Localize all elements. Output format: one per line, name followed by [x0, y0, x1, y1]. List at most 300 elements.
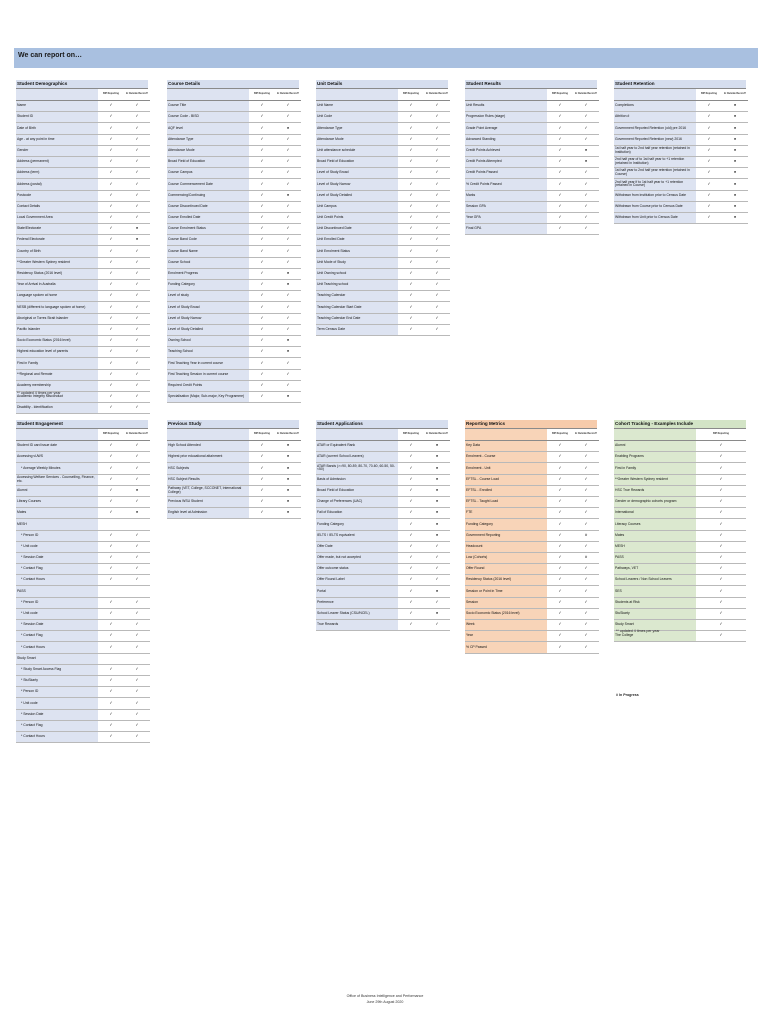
outside-mark: ✓ — [573, 586, 599, 597]
row-label: School Leaver Status (CSU/NCEL) — [316, 608, 398, 619]
row-label: Course Title — [167, 101, 249, 112]
row-label: MESH — [16, 519, 98, 530]
bip-mark: ✓ — [98, 441, 124, 452]
panel-table — [614, 89, 748, 224]
row-label: Low (Cohorts) — [465, 552, 547, 563]
row-label: High School Attended — [167, 441, 249, 452]
table-row — [465, 586, 599, 597]
row-label: HSC True Rewards — [614, 485, 696, 496]
outside-mark: ● — [722, 201, 748, 212]
row-label: Mates — [16, 508, 98, 519]
panel-table — [167, 89, 301, 403]
table-row — [16, 564, 150, 575]
row-label: 2nd half year of to 1st half year to +1 retention (retained in Institution) — [614, 156, 696, 167]
panel-table — [316, 89, 450, 336]
table-row — [614, 145, 748, 156]
outside-mark: ✓ — [424, 246, 450, 257]
bip-mark: ✓ — [398, 496, 424, 507]
outside-mark: ✓ — [573, 212, 599, 223]
bip-mark — [98, 653, 124, 664]
table-row — [16, 369, 150, 380]
bip-mark: ✓ — [249, 101, 275, 112]
outside-mark: ● — [424, 608, 450, 619]
row-label: EFTSL - Taught Load — [465, 496, 547, 507]
table-row — [465, 463, 599, 474]
outside-mark: ✓ — [424, 212, 450, 223]
outside-mark: ● — [722, 168, 748, 179]
header-outside-record: In Outside Record? — [424, 89, 450, 101]
bip-mark: ✓ — [98, 597, 124, 608]
header-blank — [316, 429, 398, 441]
column-header-row — [465, 89, 599, 101]
outside-mark: ✓ — [424, 268, 450, 279]
bip-mark: ✓ — [98, 335, 124, 346]
outside-mark: ✓ — [124, 268, 150, 279]
table-row — [16, 687, 150, 698]
footer-office: Office of Business Intelligence and Performance — [346, 994, 424, 998]
bip-mark: ✓ — [398, 190, 424, 201]
table-row — [16, 709, 150, 720]
panel-table — [16, 429, 150, 743]
table-row — [167, 134, 301, 145]
row-label: Language spoken at home — [16, 291, 98, 302]
table-row — [614, 201, 748, 212]
bip-mark: ✓ — [547, 586, 573, 597]
row-label: Pathways, VET — [614, 564, 696, 575]
outside-mark: ✓ — [124, 575, 150, 586]
bip-mark: ✓ — [547, 168, 573, 179]
table-row — [316, 552, 450, 563]
header-bip-reporting: BIP Reporting — [249, 89, 275, 101]
row-label: Teaching School — [167, 347, 249, 358]
column-header-row — [16, 429, 150, 441]
outside-mark: ✓ — [573, 575, 599, 586]
outside-mark: ● — [424, 586, 450, 597]
bip-mark: ✓ — [249, 335, 275, 346]
outside-mark: ✓ — [573, 508, 599, 519]
bip-mark: ✓ — [696, 474, 746, 485]
bip-mark: ✓ — [98, 675, 124, 686]
bip-mark: ✓ — [398, 485, 424, 496]
bip-mark: ✓ — [398, 224, 424, 235]
table-row — [316, 224, 450, 235]
table-row — [16, 313, 150, 324]
table-row — [167, 224, 301, 235]
panel-table — [16, 89, 150, 414]
bip-mark: ✓ — [696, 631, 746, 642]
row-label: Unit Mode of Study — [316, 257, 398, 268]
row-label: Study Smart — [16, 653, 98, 664]
row-label: Highest prior educational attainment — [167, 452, 249, 463]
row-label: * Average Weekly Minutes — [16, 463, 98, 474]
bip-mark: ✓ — [249, 201, 275, 212]
row-label: Unit Campus — [316, 201, 398, 212]
header-bip-reporting: BIP Reporting — [398, 89, 424, 101]
table-row — [167, 112, 301, 123]
outside-mark: ✓ — [124, 463, 150, 474]
table-row — [465, 631, 599, 642]
header-blank — [167, 89, 249, 101]
panel-student-retention — [614, 80, 746, 224]
table-row — [316, 564, 450, 575]
outside-mark: ✓ — [424, 620, 450, 631]
table-row — [614, 552, 746, 563]
row-label: Year of Arrival in Australia — [16, 280, 98, 291]
row-label: School Leavers / Non School Leavers — [614, 575, 696, 586]
outside-mark: ✓ — [275, 369, 301, 380]
row-label: Unit Results — [465, 101, 547, 112]
outside-mark: ● — [124, 235, 150, 246]
bip-mark: ✓ — [98, 664, 124, 675]
outside-mark: ✓ — [573, 463, 599, 474]
row-label: Progression Rules (stage) — [465, 112, 547, 123]
row-label: Grade Point Average — [465, 123, 547, 134]
row-label: Alumni — [16, 485, 98, 496]
outside-mark: ● — [722, 156, 748, 167]
row-label: FTE — [465, 508, 547, 519]
table-row — [465, 620, 599, 631]
bip-mark: ✓ — [398, 246, 424, 257]
bip-mark: ✓ — [249, 179, 275, 190]
cohort-footnote: ** updated 4 times per year — [616, 629, 660, 633]
row-label: * Session Date — [16, 620, 98, 631]
row-label: Session GPA — [465, 201, 547, 212]
outside-mark: ✓ — [275, 380, 301, 391]
outside-mark: ✓ — [124, 687, 150, 698]
table-row — [614, 564, 746, 575]
table-row — [16, 485, 150, 496]
panel-cohort-tracking — [614, 420, 746, 642]
bip-mark: ✓ — [398, 620, 424, 631]
table-row — [16, 597, 150, 608]
table-row — [465, 508, 599, 519]
outside-mark: ✓ — [124, 212, 150, 223]
row-label: Government Reported Retention (new) 2016 — [614, 134, 696, 145]
column-header-row — [167, 89, 301, 101]
table-row — [167, 347, 301, 358]
outside-mark: ✓ — [573, 201, 599, 212]
row-label: Enrolment - Unit — [465, 463, 547, 474]
row-label: Level of Study Detailed — [167, 324, 249, 335]
column-header-row — [614, 429, 746, 441]
row-label: Gender or demographic cohorts program — [614, 496, 696, 507]
banner-title: We can report on… — [18, 52, 83, 59]
table-row — [316, 313, 450, 324]
row-label: PASS — [16, 586, 98, 597]
table-row — [316, 485, 450, 496]
row-label: Socio Economic Status (2016 level) — [16, 335, 98, 346]
row-label: Portal — [316, 586, 398, 597]
bip-mark: ✓ — [249, 496, 275, 507]
panel-student-results — [465, 80, 597, 235]
bip-mark: ✓ — [547, 608, 573, 619]
outside-mark: ● — [722, 134, 748, 145]
header-blank — [465, 89, 547, 101]
bip-mark: ✓ — [696, 508, 746, 519]
table-row — [167, 485, 301, 496]
table-row — [465, 642, 599, 653]
bip-mark: ✓ — [398, 302, 424, 313]
table-row — [614, 485, 746, 496]
row-label: Course Code - BISD — [167, 112, 249, 123]
bip-mark: ✓ — [98, 201, 124, 212]
table-row — [465, 608, 599, 619]
outside-mark: ● — [275, 190, 301, 201]
table-row — [316, 123, 450, 134]
column-header-row — [316, 89, 450, 101]
bip-mark: ✓ — [547, 552, 573, 563]
table-row — [316, 246, 450, 257]
table-row — [316, 586, 450, 597]
table-row — [614, 134, 748, 145]
outside-mark: ✓ — [124, 452, 150, 463]
header-blank — [465, 429, 547, 441]
bip-mark: ✓ — [398, 101, 424, 112]
row-label: Headcount — [465, 541, 547, 552]
outside-mark: ✓ — [275, 101, 301, 112]
table-row — [465, 441, 599, 452]
outside-mark: ✓ — [424, 564, 450, 575]
bip-mark: ✓ — [98, 101, 124, 112]
row-label: * Person ID — [16, 530, 98, 541]
table-row — [465, 564, 599, 575]
bip-mark: ✓ — [696, 134, 722, 145]
bip-mark: ✓ — [398, 508, 424, 519]
outside-mark: ✓ — [424, 168, 450, 179]
bip-mark: ✓ — [547, 145, 573, 156]
panel-student-engagement — [16, 420, 148, 743]
footer-date: June 29th August 2020 — [366, 1000, 404, 1004]
row-label: Alumni — [614, 441, 696, 452]
outside-mark: ✓ — [424, 190, 450, 201]
table-row — [465, 541, 599, 552]
outside-mark — [124, 653, 150, 664]
panel-title: Unit Details — [316, 80, 448, 89]
bip-mark: ✓ — [696, 564, 746, 575]
row-label: Change of Preferences (UAC) — [316, 496, 398, 507]
row-label: * Contact Flag — [16, 564, 98, 575]
bip-mark: ✓ — [98, 156, 124, 167]
table-row — [167, 280, 301, 291]
outside-mark: ✓ — [573, 123, 599, 134]
row-label: Attendance Type — [167, 134, 249, 145]
row-label: Broad Field of Education — [167, 156, 249, 167]
bip-mark: ✓ — [98, 731, 124, 742]
row-label: Term Census Date — [316, 324, 398, 335]
bip-mark: ✓ — [98, 347, 124, 358]
bip-mark: ✓ — [547, 485, 573, 496]
outside-mark: ✓ — [124, 731, 150, 742]
outside-mark: ✓ — [124, 358, 150, 369]
row-label: Required Credit Points — [167, 380, 249, 391]
outside-mark: ✓ — [573, 224, 599, 235]
row-label: MESH — [614, 541, 696, 552]
row-label: Week — [465, 620, 547, 631]
bip-mark: ✓ — [547, 441, 573, 452]
table-row — [614, 496, 746, 507]
bip-mark: ✓ — [398, 519, 424, 530]
bip-mark: ✓ — [98, 508, 124, 519]
panel-title: Student Applications — [316, 420, 448, 429]
row-label: Previous WSU Student — [167, 496, 249, 507]
table-row — [167, 313, 301, 324]
outside-mark: ✓ — [124, 280, 150, 291]
outside-mark: ● — [424, 496, 450, 507]
table-row — [465, 519, 599, 530]
table-row — [16, 101, 150, 112]
table-row — [167, 463, 301, 474]
row-label: Session — [465, 597, 547, 608]
row-label: Enrolment Progress — [167, 268, 249, 279]
bip-mark: ✓ — [696, 608, 746, 619]
outside-mark: ✓ — [573, 642, 599, 653]
bip-mark: ✓ — [98, 145, 124, 156]
table-row — [167, 145, 301, 156]
outside-mark: ✓ — [424, 179, 450, 190]
bip-mark: ✓ — [398, 441, 424, 452]
row-label: **Regional and Remote — [16, 369, 98, 380]
column-header-row — [167, 429, 301, 441]
table-row — [316, 168, 450, 179]
row-label: Attendance Mode — [316, 134, 398, 145]
table-row — [16, 720, 150, 731]
table-row — [614, 474, 746, 485]
row-label: Contact Details — [16, 201, 98, 212]
outside-mark: ✓ — [124, 496, 150, 507]
row-label: Teaching Calendar — [316, 291, 398, 302]
bip-mark: ✓ — [547, 224, 573, 235]
row-label: International — [614, 508, 696, 519]
outside-mark: ✓ — [424, 134, 450, 145]
table-row — [316, 508, 450, 519]
bip-mark: ✓ — [98, 687, 124, 698]
row-label: Residency Status (2016 level) — [465, 575, 547, 586]
table-row — [316, 268, 450, 279]
outside-mark: ✓ — [275, 179, 301, 190]
table-row — [167, 168, 301, 179]
bip-mark: ✓ — [696, 586, 746, 597]
outside-mark: ✓ — [124, 190, 150, 201]
outside-mark: ✓ — [124, 291, 150, 302]
header-bip-reporting: BIP Reporting — [98, 429, 124, 441]
row-label: Enabling Programs — [614, 452, 696, 463]
panel-title: Reporting Metrics — [465, 420, 597, 429]
bip-mark: ✓ — [98, 190, 124, 201]
table-row — [16, 235, 150, 246]
bip-mark: ✓ — [398, 212, 424, 223]
bip-mark: ✓ — [696, 190, 722, 201]
panel-student-demographics — [16, 80, 148, 414]
bip-mark: ✓ — [398, 463, 424, 474]
bip-mark — [98, 586, 124, 597]
bip-mark: ✓ — [398, 134, 424, 145]
outside-mark: ● — [573, 145, 599, 156]
outside-mark: ✓ — [124, 631, 150, 642]
table-row — [316, 541, 450, 552]
outside-mark: ✓ — [573, 112, 599, 123]
bip-mark: ✓ — [249, 112, 275, 123]
row-label: Disability - Identification — [16, 403, 98, 414]
table-row — [16, 347, 150, 358]
outside-mark: ✓ — [124, 246, 150, 257]
row-label: * Unit code — [16, 608, 98, 619]
table-row — [16, 631, 150, 642]
row-label: True Rewards — [316, 620, 398, 631]
bip-mark: ✓ — [696, 519, 746, 530]
row-label: Year GPA — [465, 212, 547, 223]
header-blank — [16, 429, 98, 441]
bip-mark: ✓ — [398, 268, 424, 279]
panel-title: Student Results — [465, 80, 597, 89]
table-row — [465, 112, 599, 123]
outside-mark: ✓ — [573, 101, 599, 112]
row-label: Course Commencement Date — [167, 179, 249, 190]
row-label: Offer Date — [316, 541, 398, 552]
outside-mark: ✓ — [124, 698, 150, 709]
row-label: Level of Study Narrow — [167, 313, 249, 324]
table-row — [16, 280, 150, 291]
row-label: Library Courses — [16, 496, 98, 507]
outside-mark: ● — [722, 112, 748, 123]
row-label: Specialisation (Major, Sub-major, Key Programme) — [167, 391, 249, 402]
table-row — [16, 112, 150, 123]
row-label: Level of study — [167, 291, 249, 302]
bip-mark: ✓ — [249, 463, 275, 474]
row-label: * Contact Hours — [16, 575, 98, 586]
bip-mark: ✓ — [249, 302, 275, 313]
bip-mark: ✓ — [98, 474, 124, 485]
panel-unit-details — [316, 80, 448, 336]
bip-mark: ✓ — [696, 101, 722, 112]
row-label: Year — [465, 631, 547, 642]
outside-mark: ✓ — [424, 541, 450, 552]
header-outside-record: In Outside Record? — [124, 429, 150, 441]
bip-mark: ✓ — [398, 474, 424, 485]
outside-mark: ✓ — [424, 291, 450, 302]
bip-mark: ✓ — [249, 391, 275, 402]
row-label: AQF level — [167, 123, 249, 134]
row-label: 2nd half year if to 1st half year to +1 retention (retained in Course) — [614, 179, 696, 190]
row-label: Address (permanent) — [16, 156, 98, 167]
table-row — [167, 246, 301, 257]
bip-mark: ✓ — [249, 246, 275, 257]
row-label: Withdrawn from Course prior to Census Date — [614, 201, 696, 212]
panel-title: Student Engagement — [16, 420, 148, 429]
bip-mark: ✓ — [98, 575, 124, 586]
row-label: Unit Credit Points — [316, 212, 398, 223]
bip-mark: ✓ — [98, 709, 124, 720]
outside-mark: ● — [275, 485, 301, 496]
row-label: Funding Category — [316, 519, 398, 530]
table-row — [465, 101, 599, 112]
bip-mark: ✓ — [249, 474, 275, 485]
bip-mark: ✓ — [98, 212, 124, 223]
row-label: Age - at any point in time — [16, 134, 98, 145]
bip-mark: ✓ — [398, 541, 424, 552]
row-label: Offer Round — [465, 564, 547, 575]
header-blank — [167, 429, 249, 441]
outside-mark: ✓ — [573, 541, 599, 552]
table-row — [316, 291, 450, 302]
outside-mark: ✓ — [124, 123, 150, 134]
table-row — [167, 291, 301, 302]
bip-mark: ✓ — [249, 168, 275, 179]
bip-mark: ✓ — [398, 257, 424, 268]
table-row — [465, 134, 599, 145]
bip-mark: ✓ — [398, 608, 424, 619]
table-row — [316, 519, 450, 530]
outside-mark: ● — [275, 441, 301, 452]
